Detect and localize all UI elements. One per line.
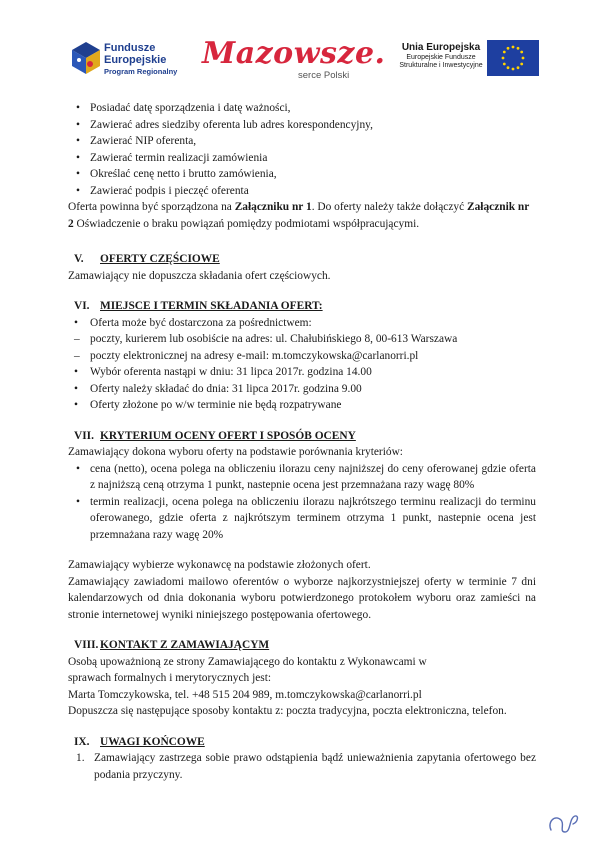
list-item: – poczty, kurierem lub osobiście na adres: ul. Chałubińskiego 8, 00-613 Warszawa: [74, 333, 458, 345]
mazowsze-tagline: serce Polski: [298, 70, 350, 81]
list-item: • Wybór oferenta nastąpi w dniu: 31 lipca 2017r. godzina 14.00: [74, 366, 372, 378]
fe-line3: Program Regionalny: [104, 67, 178, 76]
page-header: [0, 0, 600, 100]
unia-europejska-logo: [395, 40, 555, 90]
section-heading: V. OFERTY CZĘŚCIOWE: [74, 253, 220, 265]
fe-emblem-icon: [70, 40, 102, 76]
section-heading: VIII. KONTAKT Z ZAMAWIAJĄCYM: [74, 639, 270, 651]
section-heading: VII. KRYTERIUM OCENY OFERT I SPOSÓB OCENY: [74, 429, 356, 442]
mazowsze-wordmark: Mazowsze.: [202, 36, 386, 71]
section-heading: IX. UWAGI KOŃCOWE: [74, 735, 205, 748]
signature-mark: [545, 808, 585, 838]
contact-methods: Dopuszcza się następujące sposoby kontaktu z: poczta tradycyjna, poczta elektroniczna, telefon.: [68, 705, 507, 717]
list-item: • Posiadać datę sporządzenia i datę ważności,: [76, 102, 291, 114]
eu-flag-icon: [487, 40, 539, 76]
criteria-intro: Zamawiający dokona wyboru oferty na podstawie porównania kryteriów:: [68, 446, 403, 458]
list-item: 1. Zamawiający zastrzega sobie prawo odstąpienia bądź unieważnienia zapytania ofertowego bez podania przyczyny.: [76, 752, 536, 781]
list-item: • Oferty należy składać do dnia: 31 lipca 2017r. godzina 9.00: [74, 382, 362, 395]
offer-requirements-list: [68, 100, 536, 199]
list-item: – poczty elektronicznej na adresy e-mail: m.tomczykowska@carlanorri.pl: [74, 349, 419, 362]
section-heading: VI. MIEJSCE I TERMIN SKŁADANIA OFERT:: [74, 300, 323, 312]
eu-line2: Europejskie Fundusze: [406, 54, 476, 61]
offer-form-paragraph: Oferta powinna być sporządzona na Załączniku nr 1. Do oferty należy także dołączyć Załącznik nr 2 Oświadczenie o braku powiązań pomiędzy podmiotami współpracującymi.: [68, 201, 530, 230]
notification-paragraph: Zamawiający zawiadomi mailowo oferentów o wyborze najkorzystniejszej oferty w terminie 7 dni kalendarzowych od dnia dokonania wyboru potwierdzonego protokołem wyboru oraz zamieści na stronie internetowej wyniki niniejszego postępowania ofertowego.: [68, 575, 536, 621]
list-item: • Zawierać adres siedziby oferenta lub adres korespondencyjny,: [76, 118, 373, 131]
list-item: • Zawierać termin realizacji zamówienia: [76, 151, 268, 164]
list-item: • Określać cenę netto i brutto zamówienia,: [76, 168, 277, 180]
document-body: [68, 100, 536, 783]
mazowsze-logo: [198, 36, 386, 90]
contact-person-paragraph: Osobą upoważnioną ze strony Zamawiającego do kontaktu z Wykonawcami w sprawach formalnych i merytorycznych jest:: [68, 655, 427, 684]
selection-paragraph: Zamawiający wybierze wykonawcę na podstawie złożonych ofert.: [68, 559, 371, 571]
eu-line1: Unia Europejska: [401, 42, 481, 53]
list-item: • Zawierać podpis i pieczęć oferenta: [76, 184, 249, 197]
eu-line3: Strukturalne i Inwestycyjne: [399, 62, 483, 69]
fe-line2: Europejskie: [104, 54, 167, 66]
submission-list: [68, 315, 536, 414]
partial-offers-text: Zamawiający nie dopuszcza składania ofert częściowych.: [68, 269, 331, 282]
fe-line1: Fundusze: [104, 42, 156, 54]
list-item: • cena (netto), ocena polega na obliczeniu ilorazu ceny najniższej do ceny oferowanej gdzie oferta z najniższą ceną otrzyma 1 punkt, nastepnie ocena jest przemnażana razy wagę 80%: [76, 462, 536, 491]
list-item: • Oferta może być dostarczona za pośrednictwem:: [74, 316, 312, 329]
final-remarks-list: [68, 750, 536, 783]
fundusze-europejskie-logo: [70, 40, 200, 90]
criteria-list: [68, 461, 536, 544]
list-item: • termin realizacji, ocena polega na obliczeniu ilorazu najkrótszego terminu realizacji do terminu oferowanego, gdzie oferta z najkrótszym terminem otrzyma 1 punkt, nastepnie ocena jest przemnażana razy wagę 20%: [76, 495, 536, 541]
list-item: • Zawierać NIP oferenta,: [76, 135, 197, 147]
list-item: • Oferty złożone po w/w terminie nie będą rozpatrywane: [74, 399, 342, 411]
contact-details: Marta Tomczykowska, tel. +48 515 204 989, m.tomczykowska@carlanorri.pl: [68, 688, 422, 701]
